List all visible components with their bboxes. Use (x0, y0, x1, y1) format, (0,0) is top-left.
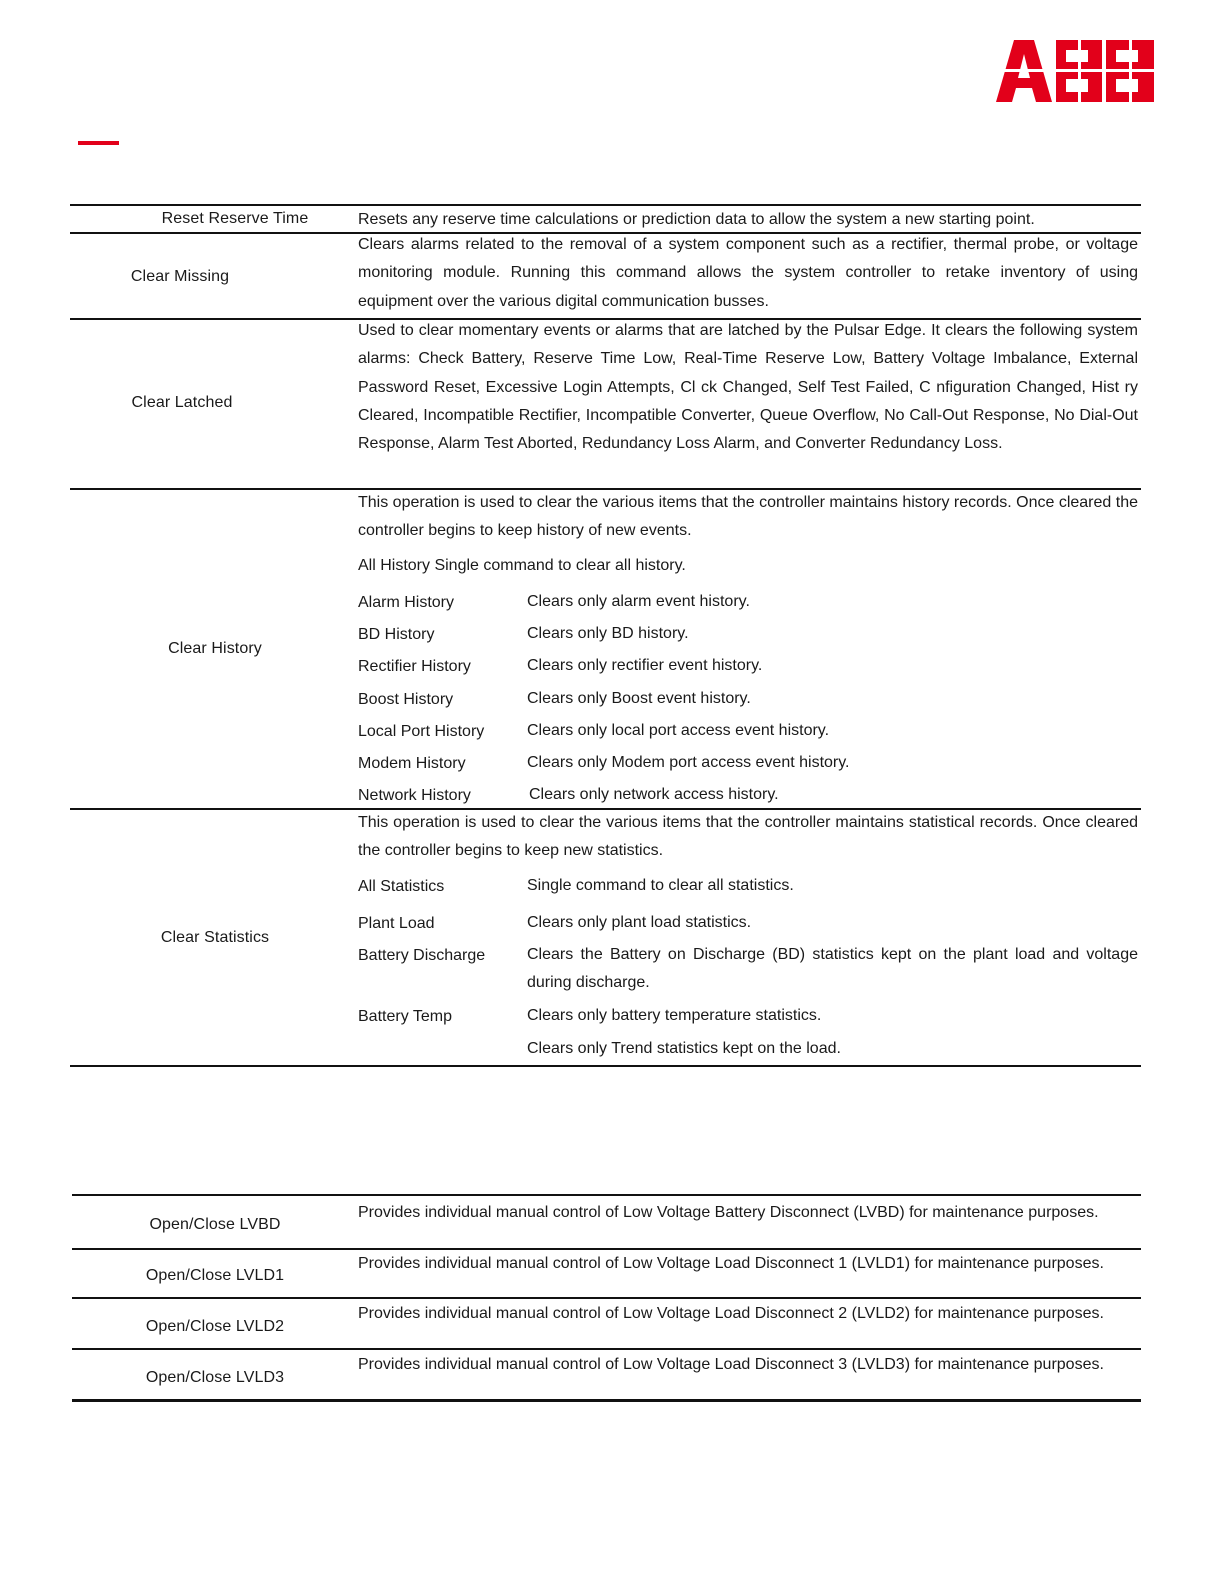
history-item-text: Clears only local port access event history. (527, 722, 830, 739)
command-description: Provides individual manual control of Low Voltage Load Disconnect 2 (LVLD2) for maintenance purposes. (358, 1305, 1104, 1322)
statistics-item-name: Battery Temp (358, 1008, 452, 1025)
history-item-text: Clears only Modem port access event history. (527, 754, 850, 771)
command-name: Clear Latched (131, 394, 233, 411)
table-row (70, 809, 1141, 1065)
abb-logo (996, 40, 1154, 102)
history-item-text: Clears only network access history. (529, 786, 779, 803)
table-row (72, 1349, 1141, 1399)
history-item-text: Clears only alarm event history. (527, 593, 750, 610)
commands-table (70, 204, 1141, 1068)
history-item-name: Alarm History (358, 594, 455, 611)
statistics-item-name: Battery Discharge (358, 947, 486, 964)
command-description: This operation is used to clear the various items that the controller maintains statistical records. Once cleared the controller begins to keep new statistics. (358, 814, 1138, 860)
history-item-text: Clears only Boost event history. (527, 690, 751, 707)
statistics-item-name: All Statistics (358, 878, 445, 895)
command-name: Open/Close LVLD1 (145, 1267, 285, 1284)
command-name: Reset Reserve Time (161, 210, 309, 227)
table-row (70, 233, 1141, 318)
command-description: This operation is used to clear the various items that the controller maintains history records. Once cleared the controller begins to keep history of new events. (358, 494, 1138, 540)
disconnect-table (72, 1194, 1141, 1402)
history-item-name: Modem History (358, 755, 466, 772)
history-item-name: Network History (358, 787, 471, 804)
command-name: Open/Close LVLD2 (145, 1318, 285, 1335)
history-item-text: Clears only rectifier event history. (527, 657, 763, 674)
history-item-name: Local Port History (358, 723, 485, 740)
command-description: Provides individual manual control of Low Voltage Load Disconnect 1 (LVLD1) for maintenance purposes. (358, 1255, 1104, 1272)
history-item-name: Boost History (358, 691, 454, 708)
command-description: Resets any reserve time calculations or prediction data to allow the system a new starting point. (358, 211, 1035, 228)
table-row (72, 1196, 1141, 1248)
accent-bar (78, 141, 119, 145)
history-item-text: Clears only BD history. (527, 625, 689, 642)
command-description: Provides individual manual control of Low Voltage Battery Disconnect (LVBD) for maintenance purposes. (358, 1204, 1099, 1221)
table-row (70, 489, 1141, 808)
all-history-line: All History Single command to clear all history. (358, 557, 686, 574)
history-item-name: Rectifier History (358, 658, 471, 675)
statistics-item-text: Clears the Battery on Discharge (BD) statistics kept on the plant load and voltage during discharge. (527, 946, 1138, 992)
command-description: Provides individual manual control of Low Voltage Load Disconnect 3 (LVLD3) for maintenance purposes. (358, 1356, 1104, 1373)
table-bottom-rule (72, 1399, 1141, 1402)
table-row (70, 204, 1141, 232)
command-name: Clear Missing (130, 268, 230, 285)
command-description: Clears alarms related to the removal of a system component such as a rectifier, thermal probe, or voltage monitoring module. Running this command allows the system controller to retake inventory of using equipment over the various digital communication busses. (358, 236, 1138, 310)
table-row (72, 1298, 1141, 1348)
command-name: Clear Statistics (160, 929, 270, 946)
table-row (70, 319, 1141, 488)
statistics-item-text: Clears only battery temperature statistics. (527, 1007, 822, 1024)
command-name: Open/Close LVBD (149, 1216, 281, 1233)
table-row (72, 1249, 1141, 1297)
statistics-item-text: Clears only Trend statistics kept on the load. (527, 1040, 841, 1057)
history-item-name: BD History (358, 626, 435, 643)
command-name: Clear History (168, 640, 262, 657)
command-description: Used to clear momentary events or alarms that are latched by the Pulsar Edge. It clears the following system alarms: Check Battery, Reserve Time Low, Real-Time Reserve Low, Battery Voltage Imbalance, External Password Reset, Excessive Login Attempts, Cl ck Changed, Self Test Failed, C nfiguration Changed, Hist ry Cleared, Incompatible Rectifier, Incompatible Converter, Queue Overflow, No Call-Out Response, No Dial-Out Response, Alarm Test Aborted, Redundancy Loss Alarm, and Converter Redundancy Loss. (358, 322, 1138, 453)
abb-logo-mark (996, 40, 1154, 102)
table-bottom-rule (70, 1065, 1141, 1067)
statistics-item-text: Clears only plant load statistics. (527, 914, 752, 931)
statistics-item-name: Plant Load (358, 915, 435, 932)
command-name: Open/Close LVLD3 (145, 1369, 285, 1386)
statistics-item-text: Single command to clear all statistics. (527, 877, 794, 894)
